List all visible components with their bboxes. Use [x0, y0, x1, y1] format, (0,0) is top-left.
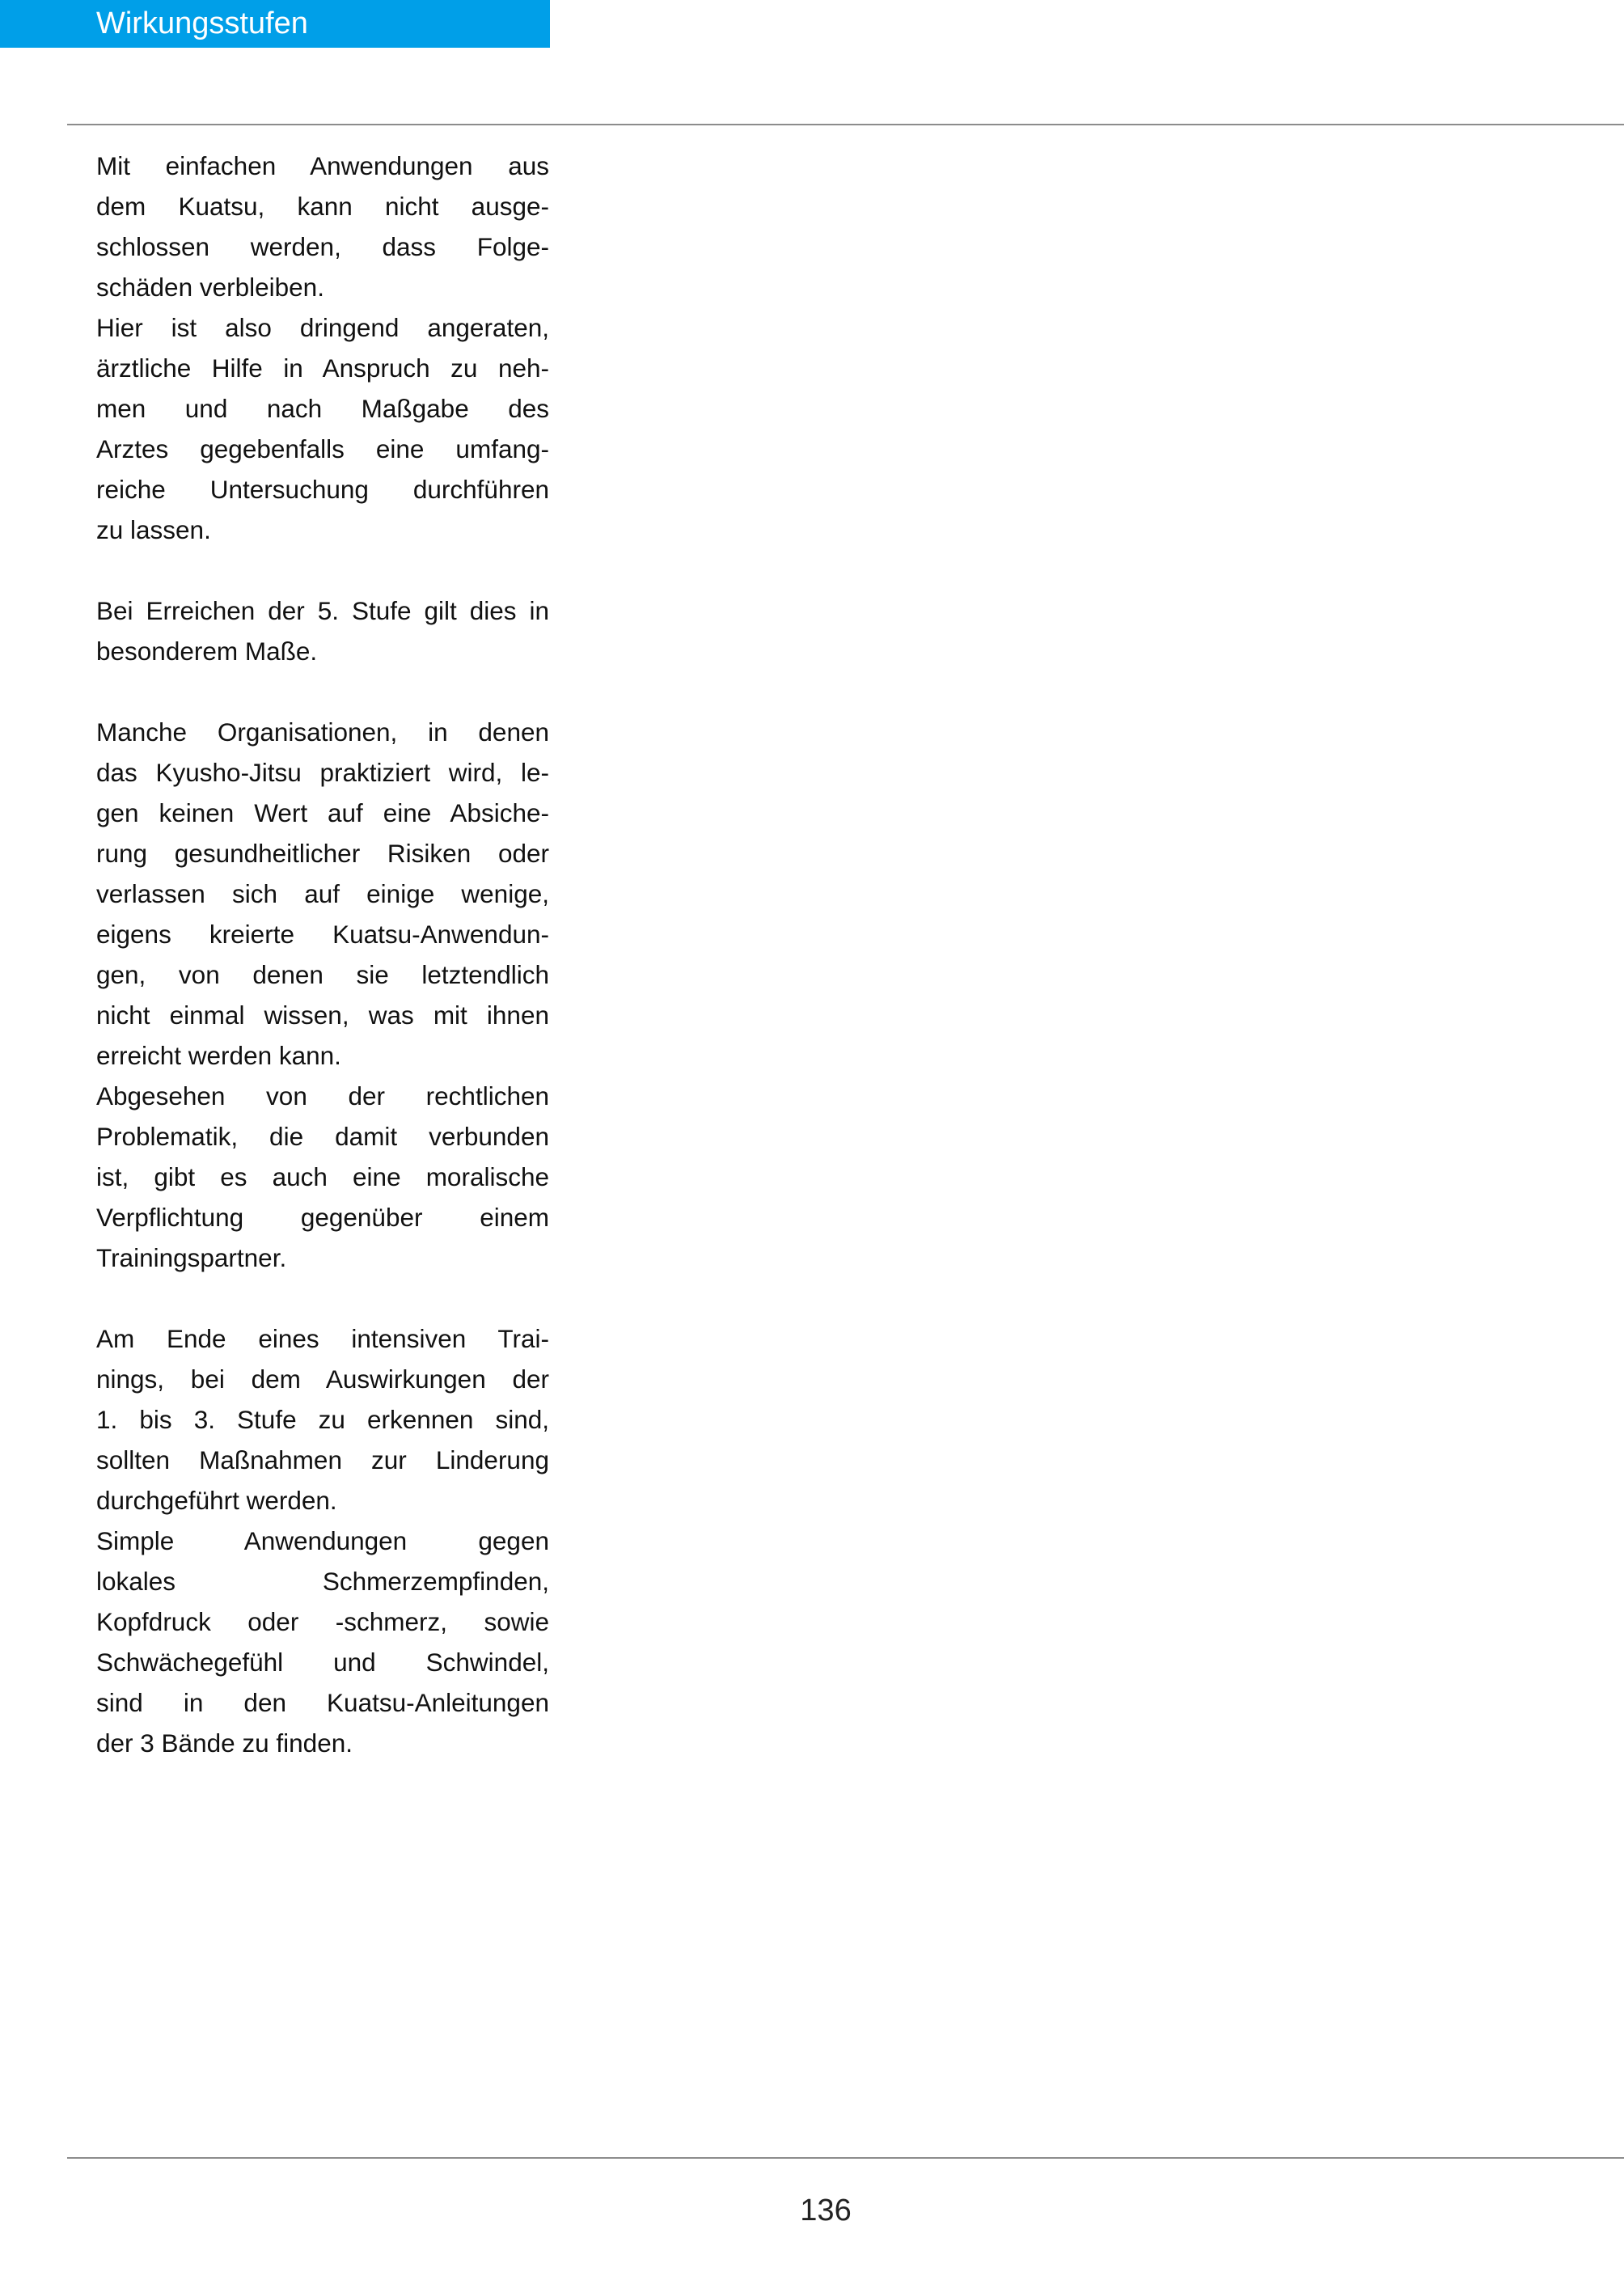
text-line: verlassen sich auf einige wenige,: [96, 879, 549, 908]
paragraph: [96, 146, 549, 307]
paragraph: [96, 307, 549, 550]
text-line: Am Ende eines intensiven Trai-: [96, 1324, 549, 1353]
text-line: Simple Anwendungen gegen: [96, 1526, 549, 1555]
text-line: Manche Organisationen, in denen: [96, 717, 549, 747]
text-line: eigens kreierte Kuatsu-Anwendun-: [96, 920, 549, 949]
text-line: Kopfdruck oder -schmerz, sowie: [96, 1607, 549, 1636]
text-line: der 3 Bände zu finden.: [96, 1728, 353, 1758]
text-line: ist, gibt es auch eine moralische: [96, 1162, 549, 1191]
text-line: gen, von denen sie letztendlich: [96, 960, 549, 989]
text-line: Problematik, die damit verbunden: [96, 1122, 549, 1151]
text-line: 1. bis 3. Stufe zu erkennen sind,: [96, 1405, 549, 1434]
text-line: lokales Schmerzempfinden,: [96, 1567, 549, 1596]
paragraph: [96, 1318, 549, 1521]
section-header-bar: [0, 0, 550, 48]
text-line: ärztliche Hilfe in Anspruch zu neh-: [96, 353, 549, 383]
top-divider: [67, 124, 1624, 125]
text-line: nicht einmal wissen, was mit ihnen: [96, 1001, 549, 1030]
text-line: sind in den Kuatsu-Anleitungen: [96, 1688, 549, 1717]
text-line: das Kyusho-Jitsu praktiziert wird, le-: [96, 758, 549, 787]
text-line: Trainingspartner.: [96, 1243, 287, 1272]
text-line: Bei Erreichen der 5. Stufe gilt dies in: [96, 596, 549, 625]
text-line: schlossen werden, dass Folge-: [96, 232, 549, 261]
text-line: sollten Maßnahmen zur Linderung: [96, 1445, 549, 1474]
text-line: Abgesehen von der rechtlichen: [96, 1081, 549, 1111]
page-number: 136: [800, 2194, 852, 2227]
text-line: Verpflichtung gegenüber einem: [96, 1203, 549, 1232]
paragraph-spacer: [96, 671, 549, 712]
bottom-divider: [67, 2157, 1624, 2159]
text-line: Hier ist also dringend angeraten,: [96, 313, 549, 342]
paragraph-spacer: [96, 1278, 549, 1318]
text-line: nings, bei dem Auswirkungen der: [96, 1364, 549, 1394]
paragraph: [96, 1076, 549, 1278]
text-line: durchgeführt werden.: [96, 1486, 337, 1515]
text-line: men und nach Maßgabe des: [96, 394, 549, 423]
text-line: Mit einfachen Anwendungen aus: [96, 151, 549, 180]
text-line: Schwächegefühl und Schwindel,: [96, 1648, 549, 1677]
text-line: rung gesundheitlicher Risiken oder: [96, 839, 549, 868]
paragraph: [96, 590, 549, 671]
text-line: dem Kuatsu, kann nicht ausge-: [96, 192, 549, 221]
section-title: Wirkungsstufen: [96, 6, 308, 40]
text-column: [96, 146, 549, 1763]
paragraph: [96, 712, 549, 1076]
text-line: erreicht werden kann.: [96, 1041, 341, 1070]
text-line: reiche Untersuchung durchführen: [96, 475, 549, 504]
text-line: zu lassen.: [96, 515, 211, 544]
paragraph-spacer: [96, 550, 549, 590]
paragraph: [96, 1521, 549, 1763]
text-line: besonderem Maße.: [96, 637, 318, 666]
text-line: Arztes gegebenfalls eine umfang-: [96, 434, 549, 463]
text-line: schäden verbleiben.: [96, 273, 324, 302]
text-line: gen keinen Wert auf eine Absiche-: [96, 798, 549, 827]
